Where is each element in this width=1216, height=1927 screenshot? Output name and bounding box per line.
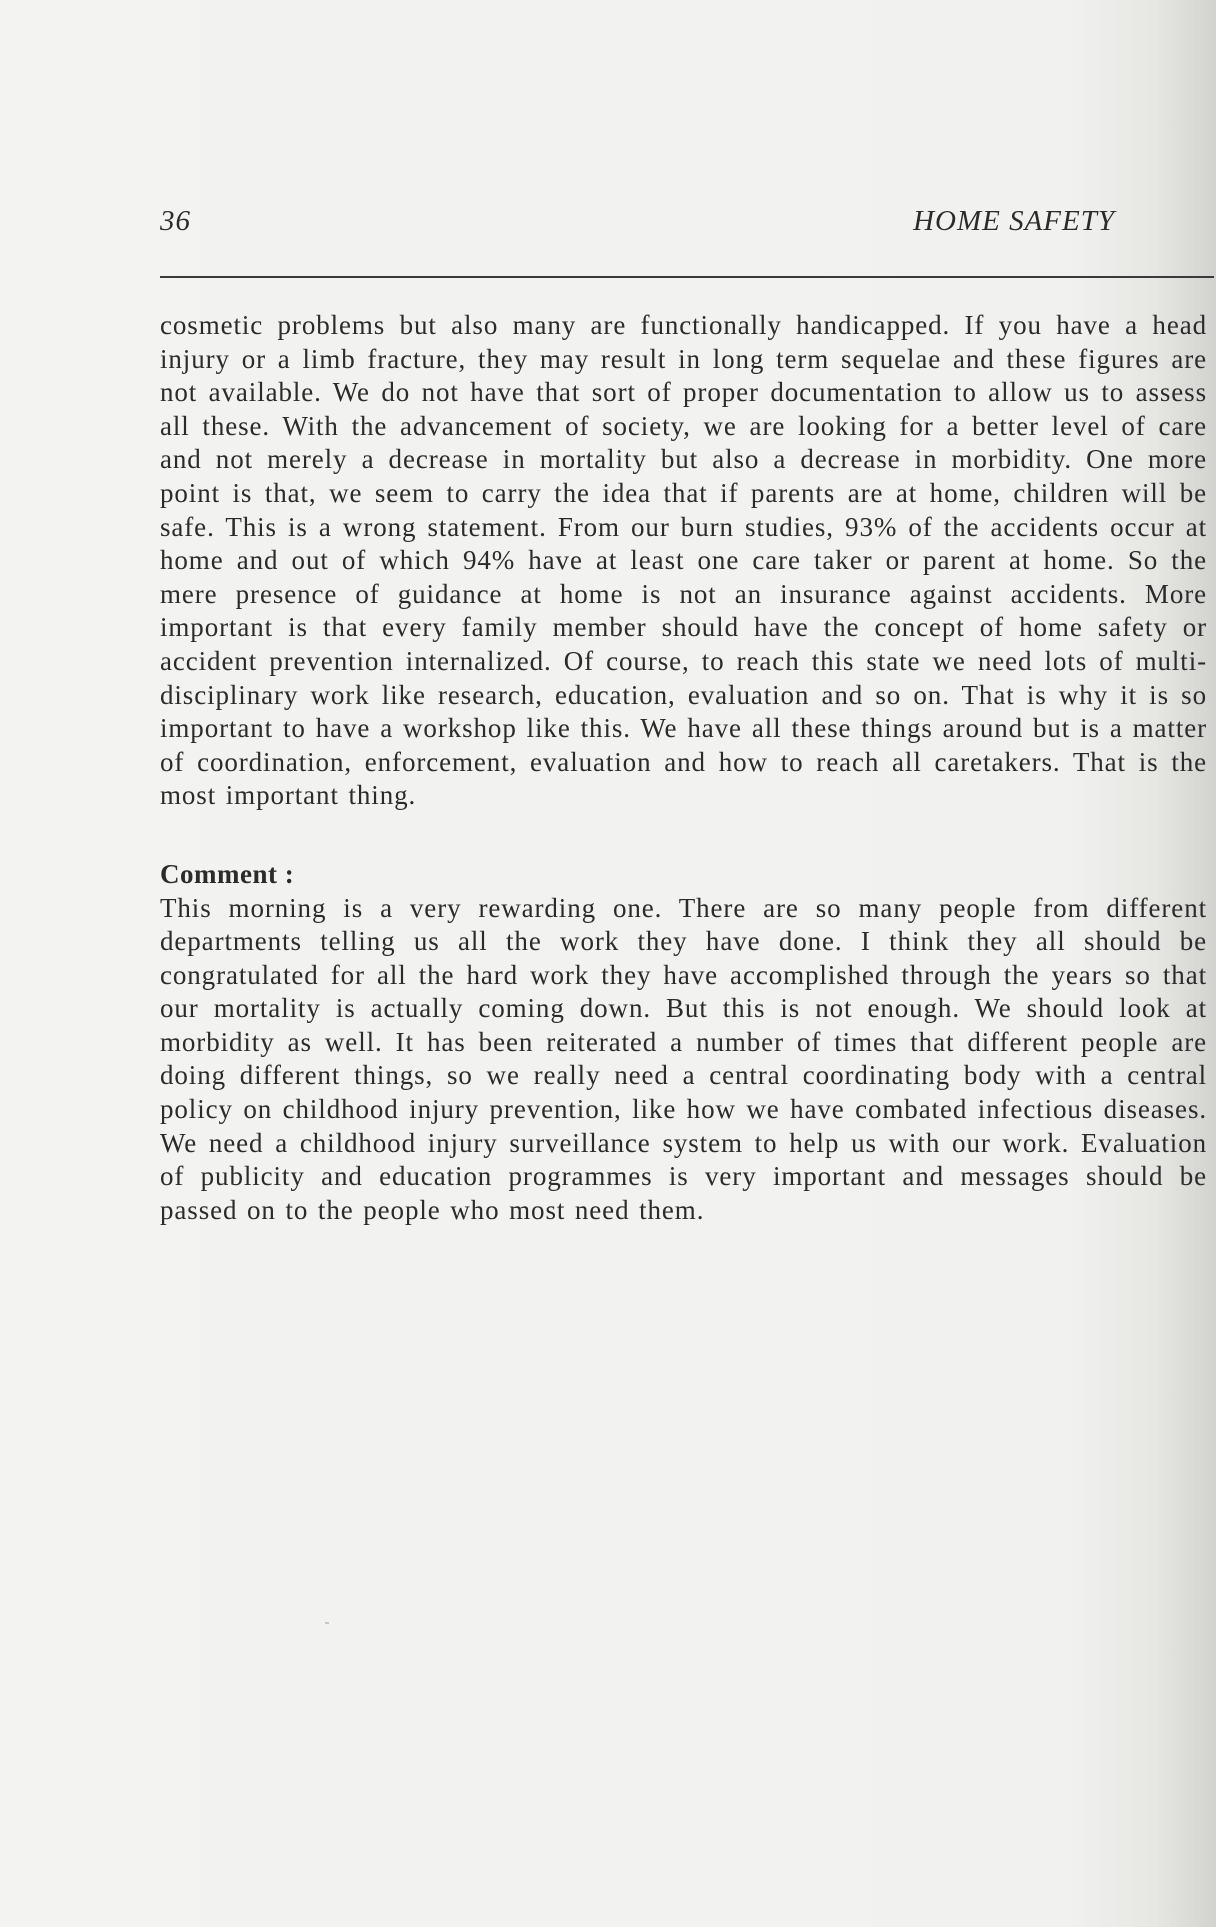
section-title: HOME SAFETY — [913, 205, 1115, 237]
page-number: 36 — [160, 205, 191, 237]
comment-paragraph: This morning is a very rewarding one. There are so many people from different departments telling us all the work they have done. I think they all should be congratulated for all the hard work they have accomplished through the years so that our mortality is actually coming down. But this is not enough. We should look at morbidity as well. It has been reiterated a number of times that different people are doing different things, so we really need a central coordinating body with a central policy on childhood injury prevention, like how we have combated infectious diseases. We need a childhood injury surveillance system to help us with our work. Evaluation of publicity and education programmes is very important and messages should be passed on to the people who most need them. — [160, 892, 1207, 1225]
running-head — [160, 205, 1115, 245]
scan-speck — [325, 1622, 329, 1624]
body-text — [160, 309, 1207, 1227]
header-rule — [160, 276, 1214, 278]
comment-heading: Comment : — [160, 858, 295, 889]
body-paragraph: cosmetic problems but also many are functionally handicapped. If you have a head injury or a limb fracture, they may result in long term sequelae and these figures are not available. We do not have that sort of proper documentation to allow us to assess all these. With the advancement of society, we are looking for a better level of care and not merely a decrease in mortality but also a decrease in morbidity. One more point is that, we seem to carry the idea that if parents are at home, children will be safe. This is a wrong statement. From our burn studies, 93% of the accidents occur at home and out of which 94% have at least one care taker or parent at home. So the mere presence of guidance at home is not an insurance against accidents. More important is that every family member should have the concept of home safety or accident prevention internalized. Of course, to reach this state we need lots of multi-disciplinary work like research, education, evaluation and so on. That is why it is so important to have a workshop like this. We have all these things around but is a matter of coordination, enforcement, evaluation and how to reach all caretakers. That is the most important thing. — [160, 310, 1207, 811]
